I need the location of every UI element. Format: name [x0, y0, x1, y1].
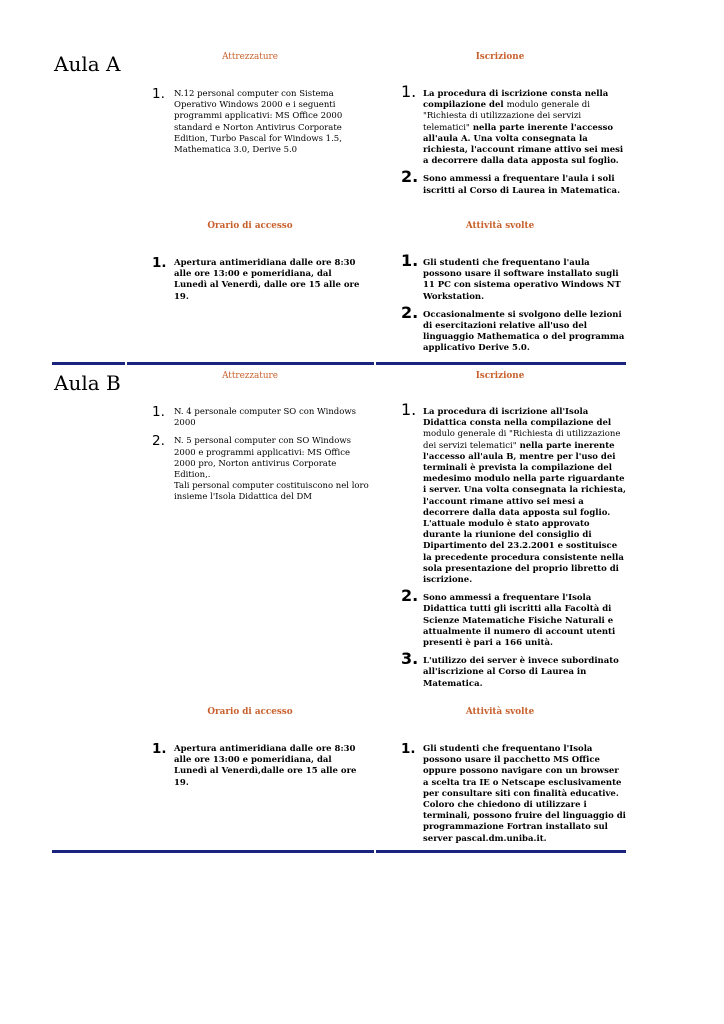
- list-number: 1.: [152, 741, 167, 757]
- aula-a-attrezzature-heading: Attrezzature: [222, 52, 278, 62]
- list-number: 1.: [401, 251, 419, 270]
- list-item: [401, 649, 627, 690]
- aula-a-orario-heading: Orario di accesso: [207, 221, 293, 231]
- list-item: [401, 400, 627, 586]
- aula-b-orario-list: [152, 741, 366, 796]
- list-item-text: Gli studenti che frequentano l'aula possono usare il software installato sugli 11 PC con sistema operativo Windows NT Workstation.: [423, 258, 621, 302]
- list-number: 1.: [401, 82, 417, 101]
- list-item-text: N.12 personal computer con Sistema Operativo Windows 2000 e i seguenti programmi applicativi: MS Office 2000 standard e Norton Antivirus Corporate Edition, Turbo Pascal for Windows 1.5, Mathematica 3.0, Derive 5.0: [174, 89, 343, 156]
- list-item-text: Apertura antimeridiana dalle ore 8:30 alle ore 13:00 e pomeridiana, dal Lunedì al Venerdì,dalle ore 15 alle ore 19.: [174, 744, 357, 788]
- list-number: 1.: [401, 741, 416, 757]
- list-item: [152, 741, 366, 789]
- list-item: [401, 741, 627, 845]
- aula-a-iscrizione-heading: Iscrizione: [475, 52, 525, 62]
- list-item: [401, 586, 627, 649]
- aula-a-attrezzature-list: [152, 86, 366, 163]
- aula-b-title: Aula B: [54, 371, 121, 395]
- list-number: 3.: [401, 649, 419, 669]
- aula-a-attivita-list: [401, 251, 627, 362]
- list-item-text: Occasionalmente si svolgono delle lezioni di esercitazioni relative all'uso del linguaggio Mathematica o del programma applicativo Derive 5.0.: [423, 309, 625, 354]
- list-item-text-bold: La procedura di iscrizione all'Isola Didattica consta nella compilazione del: [423, 407, 612, 429]
- list-item: [152, 255, 366, 303]
- list-number: 1.: [152, 404, 165, 420]
- aula-b-orario-heading: Orario di accesso: [207, 707, 293, 717]
- list-item-text-bold: La procedura di iscrizione consta nella compilazione del: [423, 89, 609, 111]
- aula-a-iscrizione-list: [401, 82, 627, 204]
- aula-b-attrezzature-heading: Attrezzature: [222, 371, 278, 381]
- aula-a-orario-list: [152, 255, 366, 310]
- list-number: 1.: [152, 86, 165, 102]
- aula-b-iscrizione-list: [401, 400, 627, 697]
- aula-b-iscrizione-heading: Iscrizione: [475, 371, 525, 381]
- list-number: 2.: [401, 586, 419, 606]
- list-item-text-bold: nella parte inerente l'accesso all'aula A. Una volta consegnata la richiesta, l'account rimane attivo sei mesi a decorrere dalla data apposta sul foglio.: [423, 122, 624, 167]
- list-item-text: Apertura antimeridiana dalle ore 8:30 alle ore 13:00 e pomeridiana, dal Lunedì al Venerdì, dalle ore 15 alle ore 19.: [174, 258, 360, 302]
- list-item: [401, 302, 627, 355]
- list-item: [152, 86, 366, 156]
- aula-b-attivita-heading: Attività svolte: [465, 707, 535, 717]
- list-item-text: Gli studenti che frequentano l'Isola possono usare il pacchetto MS Office oppure possono navigare con un browser a scelta tra IE o Netscape esclusivamente per consultare siti con finalità educative. Coloro che chiedono di utilizzare i terminali, possono fruire del linguaggio di programmazione Fortran installato sul server pascal.dm.uniba.it.: [423, 744, 626, 844]
- aula-a-attivita-heading: Attività svolte: [465, 221, 535, 231]
- list-item-text-continued: Tali personal computer costituiscono nel loro insieme l'Isola Didattica del DM: [174, 481, 369, 503]
- list-item-text: N. 4 personale computer SO con Windows 2000: [174, 407, 357, 429]
- list-number: 2.: [152, 433, 165, 450]
- list-number: 2.: [401, 167, 419, 187]
- list-item: [401, 82, 627, 167]
- list-number: 1.: [401, 400, 417, 419]
- list-item: [152, 404, 372, 429]
- aula-b-attivita-list: [401, 741, 627, 852]
- aula-a-title: Aula A: [54, 52, 121, 76]
- list-item-text: N. 5 personal computer con SO Windows 2000 e programmi applicativi: MS Office 2000 pro, Norton antivirus Corporate Edition,.: [174, 436, 351, 481]
- section-divider: [52, 362, 626, 365]
- list-number: 2.: [401, 302, 419, 322]
- section-divider: [52, 850, 626, 853]
- list-item-text-normal: modulo generale di "Richiesta di utilizzazione dei servizi telematici": [423, 429, 621, 451]
- list-item-text: L'utilizzo dei server è invece subordinato all'iscrizione al Corso di Laurea in Matematica.: [423, 656, 619, 689]
- list-item-text: Sono ammessi a frequentare l'Isola Didattica tutti gli iscritti alla Facoltà di Scienze Matematiche Fisiche Naturali e attualmente il numero di account utenti presenti è pari a 166 unità.: [423, 593, 616, 649]
- list-item: [401, 167, 627, 196]
- list-item-text-bold: nella parte inerente l'accesso all'aula B, mentre per l'uso dei terminali è prevista la compilazione del medesimo modulo nella parte riguardante i server. Una volta consegnata la richiesta, l'account rimane attivo sei mesi a decorrere dalla data apposta sul foglio. L'attuale modulo è stato approvato durante la riunione del consiglio di Dipartimento del 23.2.2001 e sostituisce la precedente procedura consistente nella sola presentazione del proprio libretto di iscrizione.: [423, 440, 626, 586]
- list-item-text: Sono ammessi a frequentare l'aula i soli iscritti al Corso di Laurea in Matematica.: [423, 174, 621, 196]
- list-item-text-normal: modulo generale di "Richiesta di utilizzazione dei servizi telematici": [423, 100, 590, 133]
- list-item: [152, 433, 372, 503]
- aula-b-attrezzature-list: [152, 404, 372, 511]
- list-number: 1.: [152, 255, 167, 271]
- list-item: [401, 251, 627, 303]
